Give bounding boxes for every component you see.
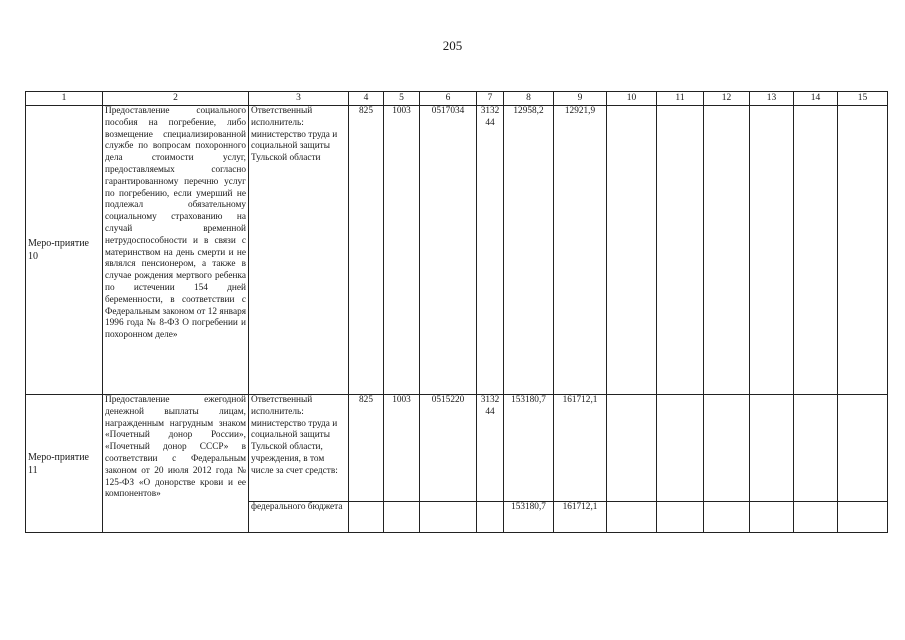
code-line: 3132 xyxy=(480,395,500,405)
code-cell: 825 xyxy=(349,395,384,502)
empty-cell xyxy=(838,106,888,395)
code-cell xyxy=(477,106,504,395)
program-measures-table xyxy=(25,91,888,533)
amount-cell: 12921,9 xyxy=(554,106,607,395)
code-cell: 0517034 xyxy=(420,106,477,395)
code-line: 3132 xyxy=(480,106,500,116)
code-line: 44 xyxy=(485,406,495,417)
column-number: 2 xyxy=(103,92,249,106)
empty-cell xyxy=(607,395,657,502)
empty-cell xyxy=(657,395,704,502)
measure-description: Предоставление ежегодной денежной выплаты лицам, награжденным нагрудным знаком «Почетный донор России», «Почетный донор СССР» в соответствии с Федеральным законом от 20 июля 2012 года № 125-ФЗ «О донорстве крови и ее компонентов» xyxy=(103,395,249,533)
empty-cell xyxy=(838,395,888,502)
empty-cell xyxy=(704,395,750,502)
code-cell xyxy=(477,395,504,502)
page-number: 205 xyxy=(442,38,463,53)
column-number: 4 xyxy=(349,92,384,106)
column-number: 1 xyxy=(26,92,103,106)
empty-cell xyxy=(349,502,384,533)
measure-description: Предоставление социального пособия на погребение, либо возмещение специализированной службе по вопросам похоронного дела стоимости услуг, предоставляемых согласно гарантированному перечню услуг по погребению, если умерший не подлежал обязательному социальному страхованию на случай временной нетрудоспособности и в связи с материнством на день смерти и не являлся пенсионером, а также в случае рождения мертвого ребенка по истечении 154 дней беременности, в соответствии с Федеральным законом от 12 января 1996 года № 8-ФЗ О погребении и похоронном деле» xyxy=(103,106,249,395)
empty-cell xyxy=(384,502,420,533)
empty-cell xyxy=(794,502,838,533)
column-number: 9 xyxy=(554,92,607,106)
column-number: 15 xyxy=(838,92,888,106)
executor-cell: Ответственный исполнитель: министерство труда и социальной защиты Тульской области, учреждения, в том числе за счет средств: xyxy=(249,395,349,502)
code-cell: 825 xyxy=(349,106,384,395)
table-row xyxy=(26,395,888,502)
empty-cell xyxy=(420,502,477,533)
amount-cell: 161712,1 xyxy=(554,395,607,502)
column-number-row xyxy=(26,92,888,106)
code-cell: 1003 xyxy=(384,395,420,502)
empty-cell xyxy=(794,106,838,395)
empty-cell xyxy=(657,106,704,395)
code-line: 44 xyxy=(485,117,495,128)
empty-cell xyxy=(750,106,794,395)
table-row xyxy=(26,106,888,395)
empty-cell xyxy=(838,502,888,533)
empty-cell xyxy=(704,106,750,395)
column-number: 7 xyxy=(477,92,504,106)
empty-cell xyxy=(607,502,657,533)
empty-cell xyxy=(607,106,657,395)
empty-cell xyxy=(704,502,750,533)
executor-cell: федерального бюджета xyxy=(249,502,349,533)
empty-cell xyxy=(794,395,838,502)
column-number: 5 xyxy=(384,92,420,106)
column-number: 6 xyxy=(420,92,477,106)
executor-cell: Ответственный исполнитель: министерство труда и социальной защиты Тульской области xyxy=(249,106,349,395)
measure-label: Меро-приятие 10 xyxy=(26,106,103,395)
column-number: 8 xyxy=(504,92,554,106)
empty-cell xyxy=(750,395,794,502)
empty-cell xyxy=(657,502,704,533)
column-number: 13 xyxy=(750,92,794,106)
amount-cell: 161712,1 xyxy=(554,502,607,533)
empty-cell xyxy=(750,502,794,533)
code-cell: 1003 xyxy=(384,106,420,395)
column-number: 14 xyxy=(794,92,838,106)
column-number: 3 xyxy=(249,92,349,106)
empty-cell xyxy=(477,502,504,533)
amount-cell: 153180,7 xyxy=(504,502,554,533)
code-cell: 0515220 xyxy=(420,395,477,502)
column-number: 11 xyxy=(657,92,704,106)
amount-cell: 12958,2 xyxy=(504,106,554,395)
amount-cell: 153180,7 xyxy=(504,395,554,502)
column-number: 10 xyxy=(607,92,657,106)
measure-label: Меро-приятие 11 xyxy=(26,395,103,533)
column-number: 12 xyxy=(704,92,750,106)
